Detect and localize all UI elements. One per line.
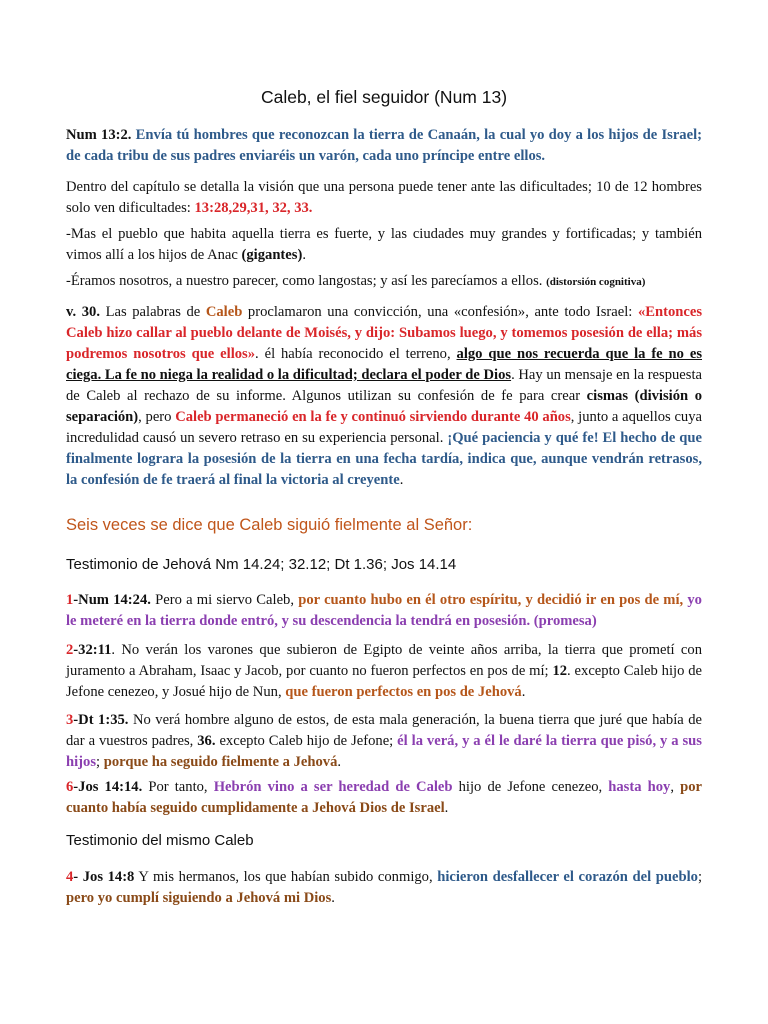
verse-1-text: Pero a mi siervo Caleb, — [150, 592, 299, 608]
locusts-text: -Éramos nosotros, a nuestro parecer, como langostas; y así les parecíamos a ellos. — [66, 273, 547, 289]
verse-4 — [66, 867, 702, 909]
verse-3-end: . — [337, 754, 342, 770]
verse-3 — [66, 710, 702, 773]
v30-caleb: Caleb — [205, 304, 243, 320]
verse-3-num: 3 — [66, 712, 74, 728]
verse-6-purple: Hebrón vino a ser heredad de Caleb — [213, 779, 453, 795]
verse-6-end: . — [444, 800, 449, 816]
v30-text-6: , junto a aquellos cuya incredulidad causó un severo retraso en su experiencia personal. — [66, 409, 702, 446]
section-heading-six-times: Seis veces se dice que Caleb siguió fielmente al Señor: — [66, 516, 473, 534]
v30-end: . — [399, 472, 404, 488]
verse-2-text-2: . excepto Caleb hijo de Jefone cenezeo, y Josué hijo de Nun, — [66, 663, 702, 700]
paragraph-v30 — [66, 302, 702, 491]
v30-underline: algo que nos recuerda que la fe no es ciega. La fe no niega la realidad o la dificultad; declara el poder de Dios — [66, 346, 703, 383]
v30-text-2: proclamaron una convicción, una «confesión», ante todo Israel: — [242, 304, 638, 320]
verse-4-brown: pero yo cumplí siguiendo a Jehová mi Dios — [66, 890, 332, 906]
verse-6-brown: por cuanto había seguido cumplidamente a Jehová Dios de Israel — [66, 779, 702, 816]
locusts-note: (distorsión cognitiva) — [546, 276, 646, 288]
verse-2-ref-2: 12 — [552, 663, 568, 679]
v30-cismas: cismas (división o separación) — [66, 388, 703, 425]
verse-2-end: . — [521, 684, 526, 700]
document-title: Caleb, el fiel seguidor (Num 13) — [260, 87, 508, 107]
section-heading-jehova: Testimonio de Jehová Nm 14.24; 32.12; Dt 1.36; Jos 14.14 — [66, 556, 457, 573]
v30-text-1: Las palabras de — [99, 304, 206, 320]
verse-1 — [66, 590, 702, 632]
v30-red-2: Caleb permaneció en la fe y continuó sirviendo durante 40 años — [175, 409, 571, 425]
verse-2 — [66, 640, 702, 703]
giants-end: . — [302, 247, 306, 263]
verse-2-orange: que fueron perfectos en pos de Jehová — [285, 684, 522, 700]
verse-2-num: 2 — [66, 642, 74, 658]
paragraph-locusts — [66, 271, 702, 293]
verse-6-text-3: , — [670, 779, 681, 795]
verse-4-blue: hicieron desfallecer el corazón del pueblo — [437, 869, 698, 885]
v30-ref: v. 30. — [66, 304, 100, 320]
paragraph-num-13-2 — [66, 125, 702, 167]
v30-quote: «Entonces Caleb hizo callar al pueblo delante de Moisés, y dijo: Subamos luego, y tomemos posesión de ella; más podremos nosotros que ellos» — [66, 304, 703, 362]
verse-6-text-2: hijo de Jefone cenezeo, — [452, 779, 609, 795]
verse-6-num: 6 — [66, 779, 74, 795]
verse-3-text-2: excepto Caleb hijo de Jefone; — [215, 733, 398, 749]
v30-text-5: , pero — [138, 409, 176, 425]
verse-1-purple: yo le meteré en la tierra donde entró, y su descendencia la tendrá en posesión. (promesa) — [66, 592, 702, 629]
verse-1-orange: por cuanto hubo en él otro espíritu, y decidió ir en pos de mí, — [298, 592, 684, 608]
verse-6-ref: -Jos 14:14. — [73, 779, 143, 795]
verse-6-text-1: Por tanto, — [142, 779, 214, 795]
verse-6-purple-2: hasta hoy — [608, 779, 671, 795]
verse-4-num: 4 — [66, 869, 74, 885]
verse-3-text-1: No verá hombre alguno de estos, de esta mala generación, la buena tierra que juré que había de dar a vuestros padres, — [66, 712, 702, 749]
paragraph-intro — [66, 177, 702, 219]
v30-text-4: . Hay un mensaje en la respuesta de Caleb al rechazo de su informe. Algunos utilizan su confesión de fe para crear — [66, 367, 702, 404]
verse-1-ref: -Num 14:24. — [73, 592, 151, 608]
giants-bold: (gigantes) — [241, 247, 303, 263]
intro-refs: 13:28,29,31, 32, 33. — [194, 200, 313, 216]
verse-3-purple: él la verá, y a él le daré la tierra que pisó, y a sus hijos — [66, 733, 702, 770]
verse-2-ref: -32:11 — [73, 642, 112, 658]
v30-text-3: . él había reconocido el terreno, — [255, 346, 457, 362]
section-heading-caleb: Testimonio del mismo Caleb — [66, 832, 254, 849]
verse-3-text-3: ; — [96, 754, 104, 770]
verse-text: Envía tú hombres que reconozcan la tierra de Canaán, la cual yo doy a los hijos de Israel; de cada tribu de sus padres enviaréis un varón, cada uno príncipe entre ellos. — [66, 127, 702, 164]
verse-2-text-1: . No verán los varones que subieron de Egipto de veinte años arriba, la tierra que prometí con juramento a Abraham, Isaac y Jacob, por cuanto no fueron perfectos en pos de mí; — [66, 642, 702, 679]
verse-4-text-2: ; — [697, 869, 702, 885]
verse-6 — [66, 777, 702, 819]
verse-4-text-1: Y mis hermanos, los que habían subido conmigo, — [134, 869, 438, 885]
verse-4-end: . — [331, 890, 335, 906]
intro-text: Dentro del capítulo se detalla la visión que una persona puede tener ante las dificultades; 10 de 12 hombres solo ven dificultades: — [66, 179, 702, 216]
giants-text: -Mas el pueblo que habita aquella tierra es fuerte, y las ciudades muy grandes y fortificadas; y también vimos allí a los hijos de Anac — [66, 226, 702, 263]
verse-3-ref: -Dt 1:35. — [73, 712, 129, 728]
verse-3-ref-2: 36. — [197, 733, 216, 749]
paragraph-giants — [66, 224, 702, 266]
verse-3-brown: porque ha seguido fielmente a Jehová — [103, 754, 338, 770]
v30-blue: ¡Qué paciencia y qué fe! El hecho de que finalmente lograra la posesión de la tierra en una fecha tardía, indica que, aunque vendrán retrasos, la confesión de fe traerá al final la victoria al creyente — [66, 430, 702, 488]
verse-4-ref: - Jos 14:8 — [73, 869, 135, 885]
verse-ref: Num 13:2. — [66, 127, 132, 143]
verse-1-num: 1 — [66, 592, 74, 608]
